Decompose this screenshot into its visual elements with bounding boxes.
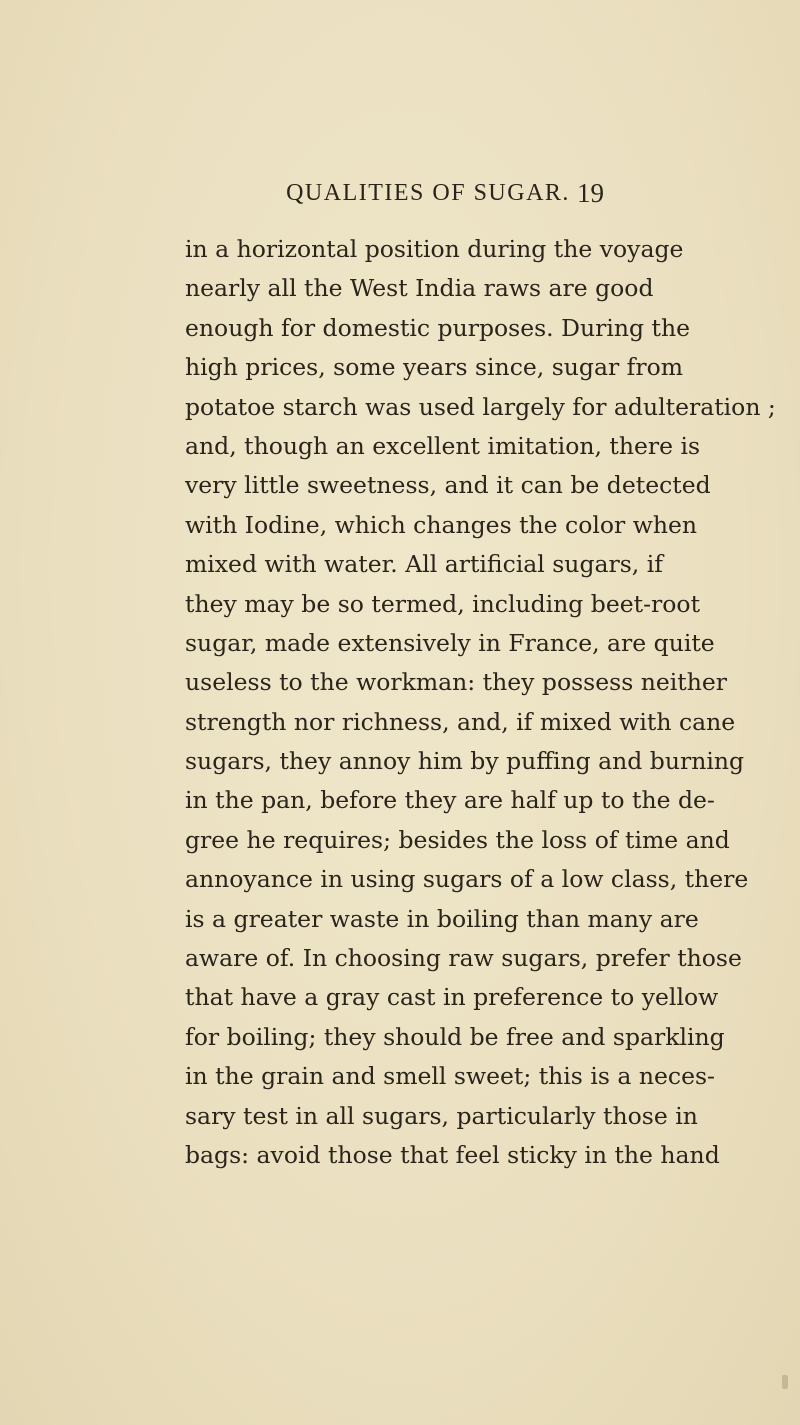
running-title: QUALITIES OF SUGAR. <box>286 180 570 206</box>
text-line: in the grain and smell sweet; this is a neces- <box>185 1062 715 1091</box>
text-line: nearly all the West India raws are good <box>185 274 654 303</box>
text-line: mixed with water. All artificial sugars, if <box>185 550 663 579</box>
text-line: annoyance in using sugars of a low class, there <box>185 865 749 894</box>
page-number: 19 <box>577 178 604 208</box>
text-line: very little sweetness, and it can be detected <box>185 471 711 500</box>
text-line: with Iodine, which changes the color when <box>185 510 698 539</box>
text-line: in the pan, before they are half up to the de- <box>185 786 715 815</box>
paper-mark <box>782 1375 788 1389</box>
text-line: bags: avoid those that feel sticky in the hand <box>185 1140 720 1169</box>
body-text <box>185 230 776 1175</box>
text-line: aware of. In choosing raw sugars, prefer those <box>185 944 742 973</box>
running-head <box>0 180 800 220</box>
text-line: sugar, made extensively in France, are quite <box>185 628 715 657</box>
text-line: potatoe starch was used largely for adulteration ; <box>185 392 776 421</box>
text-line: sugars, they annoy him by puffing and burning <box>185 747 745 776</box>
text-line: gree he requires; besides the loss of time and <box>185 825 730 854</box>
text-line: they may be so termed, including beet-root <box>185 589 701 618</box>
text-line: high prices, some years since, sugar from <box>185 353 684 382</box>
text-line: sary test in all sugars, particularly those in <box>185 1101 698 1130</box>
text-line: is a greater waste in boiling than many are <box>185 904 699 933</box>
text-line: strength nor richness, and, if mixed with cane <box>185 707 736 736</box>
text-line: for boiling; they should be free and sparkling <box>185 1022 725 1051</box>
text-line: in a horizontal position during the voyage <box>185 235 684 263</box>
text-line: enough for domestic purposes. During the <box>185 313 690 342</box>
text-line: useless to the workman: they possess neither <box>185 668 728 697</box>
text-line: that have a gray cast in preference to yellow <box>185 983 719 1012</box>
text-line: and, though an excellent imitation, there is <box>185 431 701 460</box>
